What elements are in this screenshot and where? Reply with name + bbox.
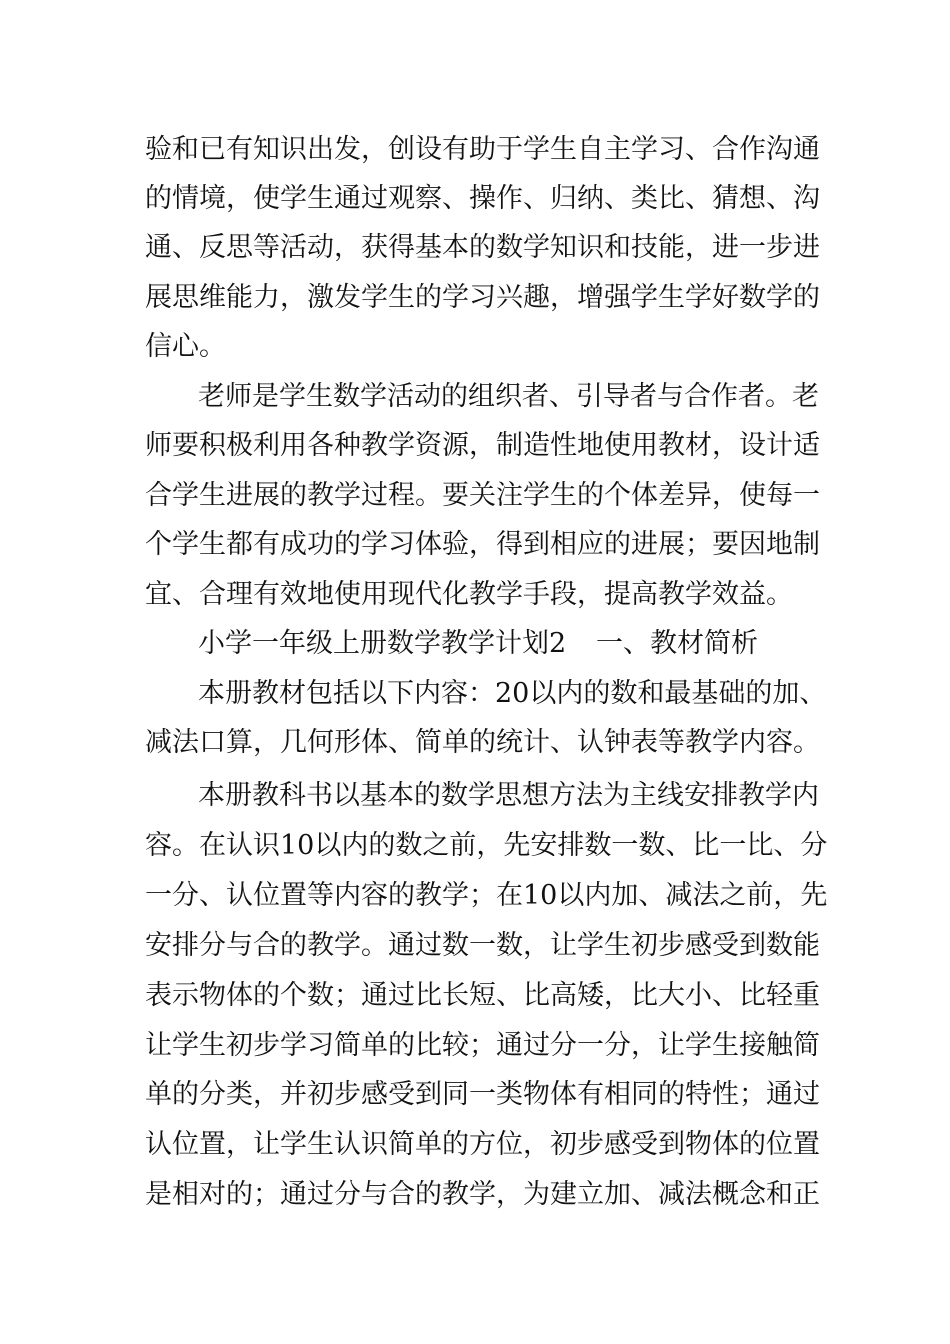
paragraph-2-line-1: 老师是学生数学活动的组织者、引导者与合作者。老 <box>198 381 819 412</box>
paragraph-1-line-4: 展思维能力，激发学生的学习兴趣，增强学生学好数学的 <box>145 282 820 313</box>
paragraph-1-line-1: 验和已有知识出发，创设有助于学生自主学习、合作沟通 <box>145 134 820 165</box>
paragraph-2-line-5: 宜、合理有效地使用现代化教学手段，提高教学效益。 <box>145 579 793 610</box>
paragraph-1-line-5: 信心。 <box>145 331 226 362</box>
paragraph-4-line-8: 认位置，让学生认识简单的方位，初步感受到物体的位置 <box>145 1129 820 1160</box>
plan-heading <box>198 624 810 664</box>
paragraph-4-line-1: 本册教科书以基本的数学思想方法为主线安排教学内 <box>198 780 819 811</box>
paragraph-4-line-6: 让学生初步学习简单的比较；通过分一分，让学生接触简 <box>145 1030 820 1061</box>
paragraph-4-line-2: 容。在认识10以内的数之前，先安排数一数、比一比、分 <box>145 830 828 861</box>
paragraph-4-line-3: 一分、认位置等内容的教学；在10以内加、减法之前，先 <box>145 880 828 911</box>
paragraph-4-line-7: 单的分类，并初步感受到同一类物体有相同的特性；通过 <box>145 1079 820 1110</box>
paragraph-1-line-3: 通、反思等活动，获得基本的数学知识和技能，进一步进 <box>145 232 820 263</box>
paragraph-4-line-4: 安排分与合的教学。通过数一数，让学生初步感受到数能 <box>145 930 820 961</box>
paragraph-2-line-3: 合学生进展的教学过程。要关注学生的个体差异，使每一 <box>145 480 820 511</box>
plan-title: 小学一年级上册数学教学计划2 <box>198 628 567 659</box>
paragraph-3-line-2: 减法口算，几何形体、简单的统计、认钟表等教学内容。 <box>145 727 820 758</box>
paragraph-2-line-4: 个学生都有成功的学习体验，得到相应的进展；要因地制 <box>145 529 820 560</box>
paragraph-4-line-9: 是相对的；通过分与合的教学，为建立加、减法概念和正 <box>145 1179 820 1210</box>
paragraph-4-line-5: 表示物体的个数；通过比长短、比高矮，比大小、比轻重 <box>145 980 820 1011</box>
section-heading: 一、教材简析 <box>596 628 758 659</box>
paragraph-3-line-1: 本册教材包括以下内容：20以内的数和最基础的加、 <box>198 678 827 709</box>
paragraph-2-line-2: 师要积极利用各种教学资源，制造性地使用教材，设计适 <box>145 430 820 461</box>
paragraph-1-line-2: 的情境，使学生通过观察、操作、归纳、类比、猜想、沟 <box>145 183 820 214</box>
